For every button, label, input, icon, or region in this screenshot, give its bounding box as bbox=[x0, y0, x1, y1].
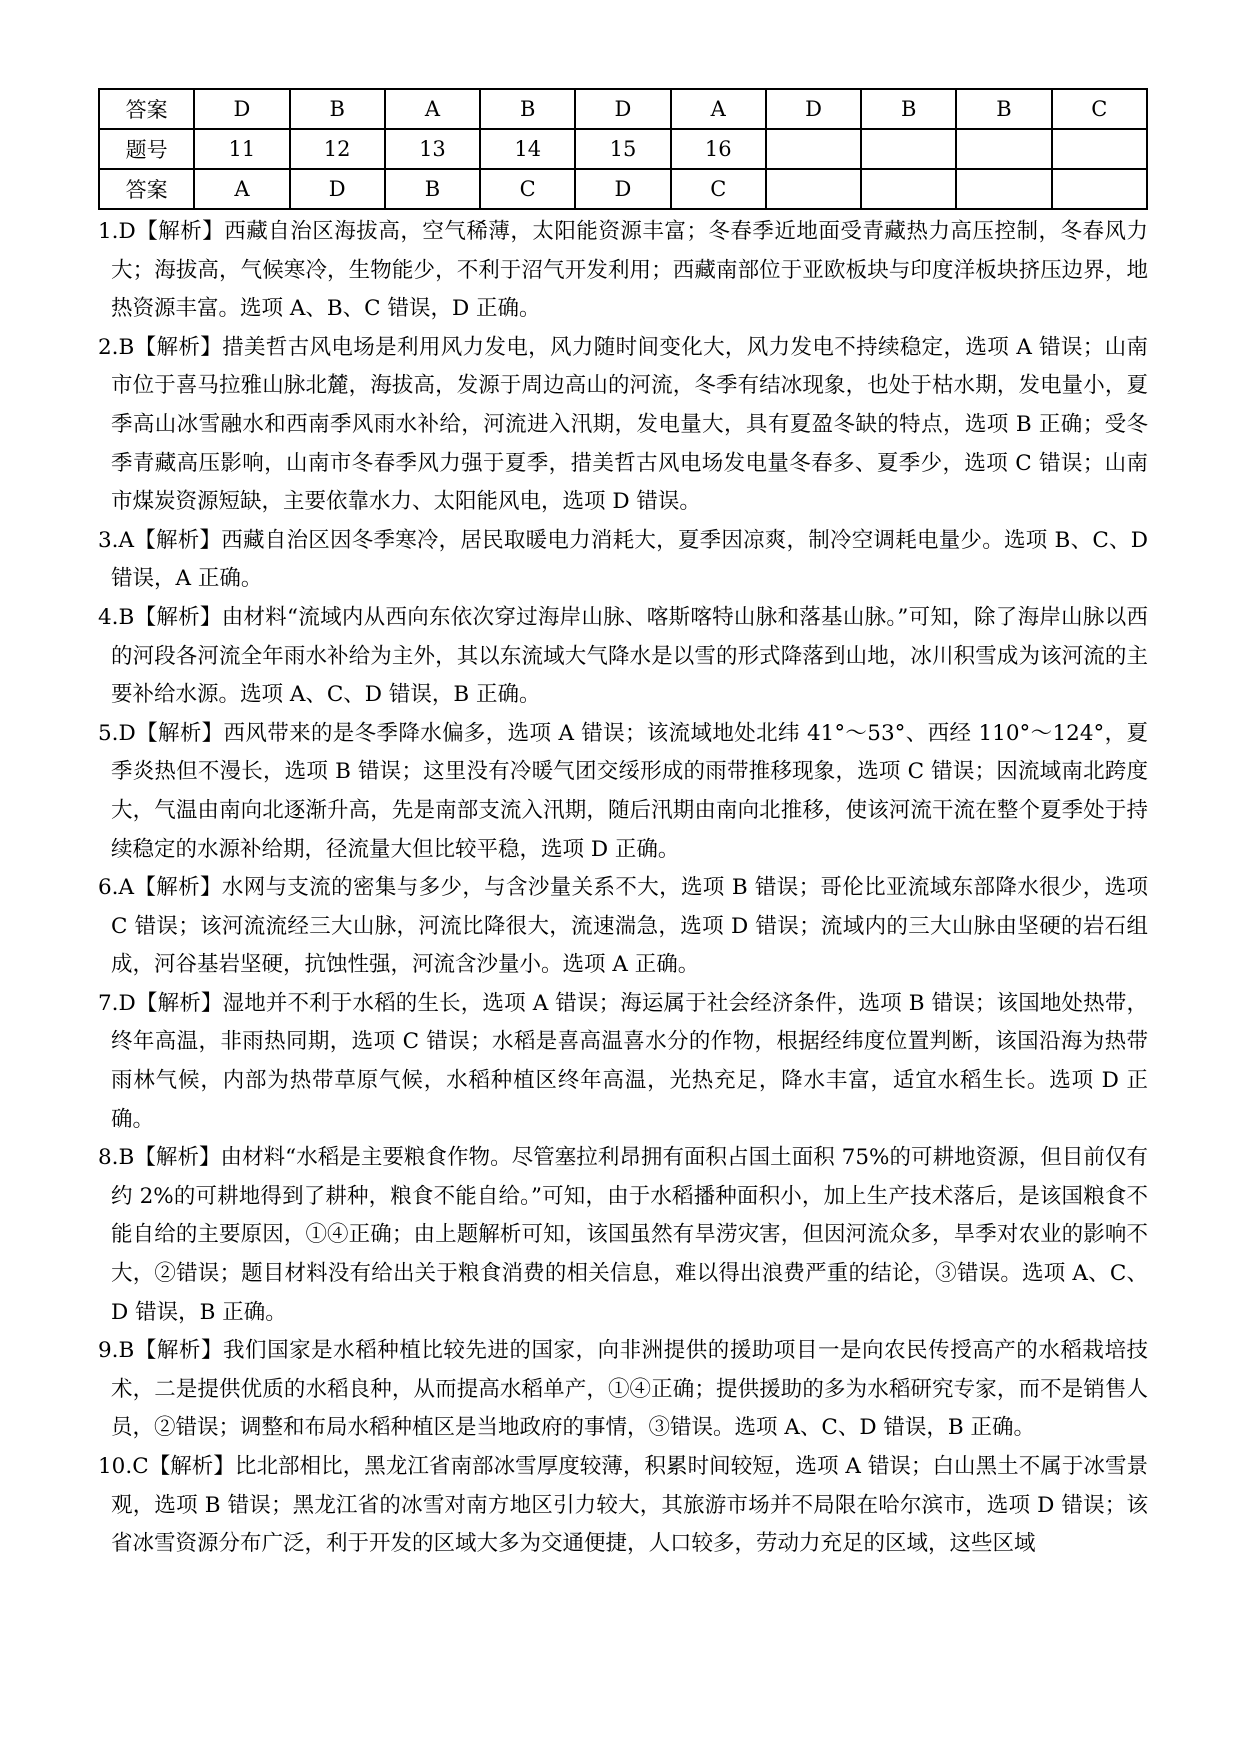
answer-cell: D bbox=[194, 89, 289, 129]
answer-cell: D bbox=[290, 169, 385, 209]
explanation-paragraph-3: 3.A【解析】西藏自治区因冬季寒冷，居民取暖电力消耗大，夏季因凉爽，制冷空调耗电量少。选项 B、C、D 错误，A 正确。 bbox=[98, 527, 1148, 592]
qnum-cell bbox=[766, 129, 861, 169]
row-label: 答案 bbox=[99, 169, 194, 209]
table-row-question-numbers bbox=[99, 129, 1147, 169]
answer-cell: C bbox=[1052, 89, 1147, 129]
explanations-section bbox=[98, 213, 1148, 1564]
answer-cell: B bbox=[480, 89, 575, 129]
qnum-cell: 14 bbox=[480, 129, 575, 169]
explanation-paragraph-4: 4.B【解析】由材料“流域内从西向东依次穿过海岸山脉、喀斯喀特山脉和落基山脉。”可知，除了海岸山脉以西的河段各河流全年雨水补给为主外，其以东流域大气降水是以雪的形式降落到山地，冰川积雪成为该河流的主要补给水源。选项 A、C、D 错误，B 正确。 bbox=[98, 604, 1148, 708]
answer-cell: A bbox=[385, 89, 480, 129]
qnum-cell: 11 bbox=[194, 129, 289, 169]
qnum-cell bbox=[861, 129, 956, 169]
explanation-paragraph-10: 10.C【解析】比北部相比，黑龙江省南部冰雪厚度较薄，积累时间较短，选项 A 错误；白山黑土不属于冰雪景观，选项 B 错误；黑龙江省的冰雪对南方地区引力较大，其旅游市场并不局限在哈尔滨市，选项 D 错误；该省冰雪资源分布广泛，利于开发的区域大多为交通便捷，人口较多，劳动力充足的区域，这些区域 bbox=[98, 1454, 1148, 1557]
qnum-cell: 12 bbox=[290, 129, 385, 169]
answer-cell: D bbox=[766, 89, 861, 129]
answer-cell: C bbox=[480, 169, 575, 209]
answer-cell bbox=[956, 169, 1051, 209]
row-label: 答案 bbox=[99, 89, 194, 129]
answer-cell: B bbox=[385, 169, 480, 209]
answer-cell: D bbox=[575, 169, 670, 209]
explanation-paragraph-9: 9.B【解析】我们国家是水稻种植比较先进的国家，向非洲提供的援助项目一是向农民传授高产的水稻栽培技术，二是提供优质的水稻良种，从而提高水稻单产，①④正确；提供援助的多为水稻研究专家，而不是销售人员，②错误；调整和布局水稻种植区是当地政府的事情，③错误。选项 A、C、D 错误，B 正确。 bbox=[98, 1338, 1148, 1441]
answer-cell bbox=[1052, 169, 1147, 209]
answer-cell: A bbox=[671, 89, 766, 129]
explanation-paragraph-6: 6.A【解析】水网与支流的密集与多少，与含沙量关系不大，选项 B 错误；哥伦比亚流域东部降水很少，选项 C 错误；该河流流经三大山脉，河流比降很大，流速湍急，选项 D 错误；流域内的三大山脉由坚硬的岩石组成，河谷基岩坚硬，抗蚀性强，河流含沙量小。选项 A 正确。 bbox=[98, 875, 1148, 978]
table-row-answers-11-16 bbox=[99, 169, 1147, 209]
qnum-cell: 15 bbox=[575, 129, 670, 169]
table-row-answers-1-10 bbox=[99, 89, 1147, 129]
explanation-paragraph-5: 5.D【解析】西风带来的是冬季降水偏多，选项 A 错误；该流域地处北纬 41°～53°、西经 110°～124°，夏季炎热但不漫长，选项 B 错误；这里没有冷暖气团交绥形成的雨带推移现象，选项 C 错误；因流域南北跨度大，气温由南向北逐渐升高，先是南部支流入汛期，随后汛期由南向北推移，使该河流干流在整个夏季处于持续稳定的水源补给期，径流量大但比较平稳，选项 D 正确。 bbox=[98, 720, 1148, 862]
page-content bbox=[98, 88, 1148, 1564]
answer-cell bbox=[861, 169, 956, 209]
answer-cell: B bbox=[861, 89, 956, 129]
qnum-cell bbox=[956, 129, 1051, 169]
qnum-cell bbox=[1052, 129, 1147, 169]
answer-table bbox=[98, 88, 1148, 210]
answer-cell: B bbox=[956, 89, 1051, 129]
explanation-paragraph-1: 1.D【解析】西藏自治区海拔高，空气稀薄，太阳能资源丰富；冬春季近地面受青藏热力高压控制，冬春风力大；海拔高，气候寒冷，生物能少，不利于沼气开发利用；西藏南部位于亚欧板块与印度洋板块挤压边界，地热资源丰富。选项 A、B、C 错误，D 正确。 bbox=[98, 219, 1148, 322]
row-label: 题号 bbox=[99, 129, 194, 169]
answer-cell bbox=[766, 169, 861, 209]
explanation-paragraph-8: 8.B【解析】由材料“水稻是主要粮食作物。尽管塞拉利昂拥有面积占国土面积 75%的可耕地资源，但目前仅有约 2%的可耕地得到了耕种，粮食不能自给。”可知，由于水稻播种面积小，加上生产技术落后，是该国粮食不能自给的主要原因，①④正确；由上题解析可知，该国虽然有旱涝灾害，但因河流众多，旱季对农业的影响不大，②错误；题目材料没有给出关于粮食消费的相关信息，难以得出浪费严重的结论，③错误。选项 A、C、D 错误，B 正确。 bbox=[98, 1145, 1148, 1325]
answer-cell: A bbox=[194, 169, 289, 209]
qnum-cell: 16 bbox=[671, 129, 766, 169]
qnum-cell: 13 bbox=[385, 129, 480, 169]
explanation-paragraph-7: 7.D【解析】湿地并不利于水稻的生长，选项 A 错误；海运属于社会经济条件，选项 B 错误；该国地处热带，终年高温，非雨热同期，选项 C 错误；水稻是喜高温喜水分的作物，根据经纬度位置判断，该国沿海为热带雨林气候，内部为热带草原气候，水稻种植区终年高温，光热充足，降水丰富，适宜水稻生长。选项 D 正确。 bbox=[98, 990, 1148, 1132]
answer-cell: C bbox=[671, 169, 766, 209]
explanation-paragraph-2: 2.B【解析】措美哲古风电场是利用风力发电，风力随时间变化大，风力发电不持续稳定，选项 A 错误；山南市位于喜马拉雅山脉北麓，海拔高，发源于周边高山的河流，冬季有结冰现象，也处于枯水期，发电量小，夏季高山冰雪融水和西南季风雨水补给，河流进入汛期，发电量大，具有夏盈冬缺的特点，选项 B 正确；受冬季青藏高压影响，山南市冬春季风力强于夏季，措美哲古风电场发电量冬春多、夏季少，选项 C 错误；山南市煤炭资源短缺，主要依靠水力、太阳能风电，选项 D 错误。 bbox=[98, 334, 1148, 515]
answer-cell: B bbox=[290, 89, 385, 129]
answer-cell: D bbox=[575, 89, 670, 129]
